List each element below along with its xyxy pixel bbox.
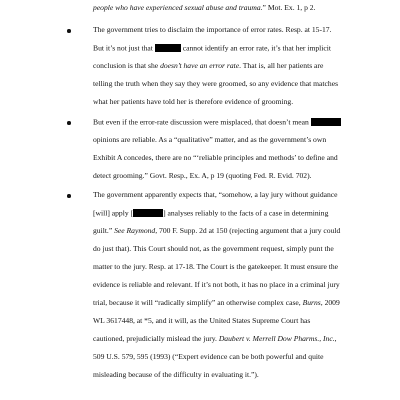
bullet2-line4: detect grooming.” Govt. Resp., Ex. A, p 19 (quoting Fed. R. Evid. 702). (93, 171, 312, 180)
bullet2-line2: opinions are reliable. As a “qualitative” matter, and as the government’s own (93, 135, 327, 144)
bullet3-line7: trial, because it will “radically simplify” an otherwise complex case, Burns, 2009 (93, 298, 340, 307)
redaction-box (311, 118, 341, 126)
bullet3-line9: cautioned, prejudicially mislead the jury. Daubert v. Merrell Dow Pharms., Inc., (93, 334, 337, 343)
bullet1-line4: telling the truth when they say they were groomed, so any evidence that matches (93, 79, 339, 88)
bullet3-line4: do just that). This Court should not, as the government request, simply punt the (93, 244, 334, 253)
bullet3-line5: matter to the jury. Resp. at 17-18. The Court is the gatekeeper. It must ensure the (93, 262, 339, 271)
redaction-box (155, 44, 181, 52)
bullet3-line6: evidence is reliable and relevant. If it’s not both, it has no place in a criminal jury (93, 280, 340, 289)
bullet1-line5: what her patients have told her is therefore evidence of grooming. (93, 97, 294, 106)
bullet2-line1: But even if the error-rate discussion were misplaced, that doesn’t mean (93, 118, 341, 126)
bullet-icon (67, 29, 71, 33)
bullet3-line8: WL 3617448, at *5, and it will, as the United States Supreme Court has (93, 316, 311, 325)
bullet3-line11: misleading because of the difficulty in evaluating it.”). (93, 370, 259, 379)
bullet3-line1: The government apparently expects that, “somehow, a lay jury without guidance (93, 190, 338, 199)
bullet3-line10: 509 U.S. 579, 595 (1993) (“Expert evidence can be both powerful and quite (93, 352, 324, 361)
bullet1-line1: The government tries to disclaim the importance of error rates. Resp. at 15-17. (93, 25, 332, 34)
italic-quote: people who have experienced sexual abuse and trauma. (93, 3, 263, 12)
bullet-icon (67, 121, 71, 125)
bullet1-line3: conclusion is that she doesn’t have an error rate. That is, all her patients are (93, 61, 324, 70)
bullet1-line2: But it’s not just that cannot identify an error rate, it’s that her implicit (93, 43, 331, 53)
bullet-icon (67, 194, 71, 198)
bullet2-line3: Exhibit A concedes, there are no “‘reliable principles and methods’ to define and (93, 153, 338, 162)
bullet3-line3: guilt.” See Raymond, 700 F. Supp. 2d at 150 (rejecting argument that a jury could (93, 226, 341, 235)
redaction-box (133, 209, 163, 217)
quote-closing-line: people who have experienced sexual abuse and trauma.” Mot. Ex. 1, p 2. (93, 3, 316, 12)
bullet3-line2: [will] apply [ ] analyses reliably to the facts of a case in determining (93, 208, 329, 218)
